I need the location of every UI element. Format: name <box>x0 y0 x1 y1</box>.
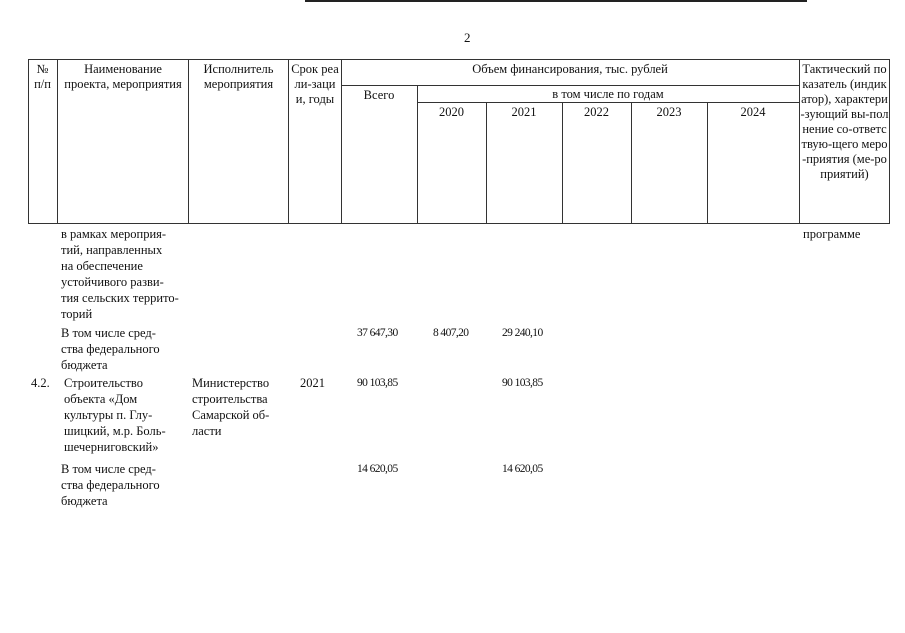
row-executor-line: ласти <box>192 424 222 438</box>
header-col-total: Всего <box>363 88 395 102</box>
header-col-funding: Объем финансирования, тыс. рублей <box>472 62 668 76</box>
row-2021: 29 240,10 <box>502 327 543 339</box>
row-indicator: программе <box>803 227 861 241</box>
row-total: 14 620,05 <box>357 463 398 475</box>
header-col-indicator: Тактический показатель (индикатор), характери-зующий вы-полнение со-ответствую-щего меро-приятия (ме-роприятий) <box>800 62 889 181</box>
row-2021: 90 103,85 <box>502 377 543 389</box>
row-name-line: ства федерального <box>61 478 160 492</box>
row-name-line: торий <box>61 307 93 321</box>
row-name-line: в рамках мероприя- <box>61 227 167 241</box>
row-executor-line: строительства <box>192 392 268 406</box>
header-col-no: № п/п <box>34 62 51 91</box>
row-name-line: В том числе сред- <box>61 326 156 340</box>
scan-edge-line <box>305 0 807 2</box>
row-name-line: Строительство <box>64 376 144 390</box>
row-name-line: бюджета <box>61 358 108 372</box>
row-name-line: на обеспечение <box>61 259 143 273</box>
row-name-line: тия сельских террито- <box>61 291 179 305</box>
row-2020: 8 407,20 <box>433 327 469 339</box>
row-total: 37 647,30 <box>357 327 398 339</box>
row-executor-line: Министерство <box>192 376 270 390</box>
header-year-2023: 2023 <box>656 105 682 119</box>
header-year-2022: 2022 <box>584 105 609 119</box>
row-2021: 14 620,05 <box>502 463 543 475</box>
header-year-2021: 2021 <box>511 105 537 119</box>
row-name-line: культуры п. Глу- <box>64 408 153 422</box>
row-name-line: объекта «Дом <box>64 392 138 406</box>
row-name-line: устойчивого разви- <box>61 275 164 289</box>
row-name-line: ства федерального <box>61 342 160 356</box>
row-number: 4.2. <box>31 376 50 390</box>
row-total: 90 103,85 <box>357 377 398 389</box>
header-col-name: Наименование проекта, мероприятия <box>64 62 182 91</box>
header-col-by-years: в том числе по годам <box>552 87 664 101</box>
page-number: 2 <box>464 30 471 45</box>
row-name-line: шицкий, м.р. Боль- <box>64 424 166 438</box>
row-name-line: В том числе сред- <box>61 462 156 476</box>
row-term: 2021 <box>300 376 325 390</box>
row-name-line: бюджета <box>61 494 108 508</box>
row-executor-line: Самарской об- <box>192 408 270 422</box>
row-name-line: тий, направленных <box>61 243 163 257</box>
header-col-term: Срок реали-зации, годы <box>291 62 339 106</box>
header-col-executor: Исполнитель мероприятия <box>203 62 274 91</box>
row-name-line: шечерниговский» <box>64 440 159 454</box>
header-year-2024: 2024 <box>740 105 766 119</box>
header-year-2020: 2020 <box>439 105 464 119</box>
